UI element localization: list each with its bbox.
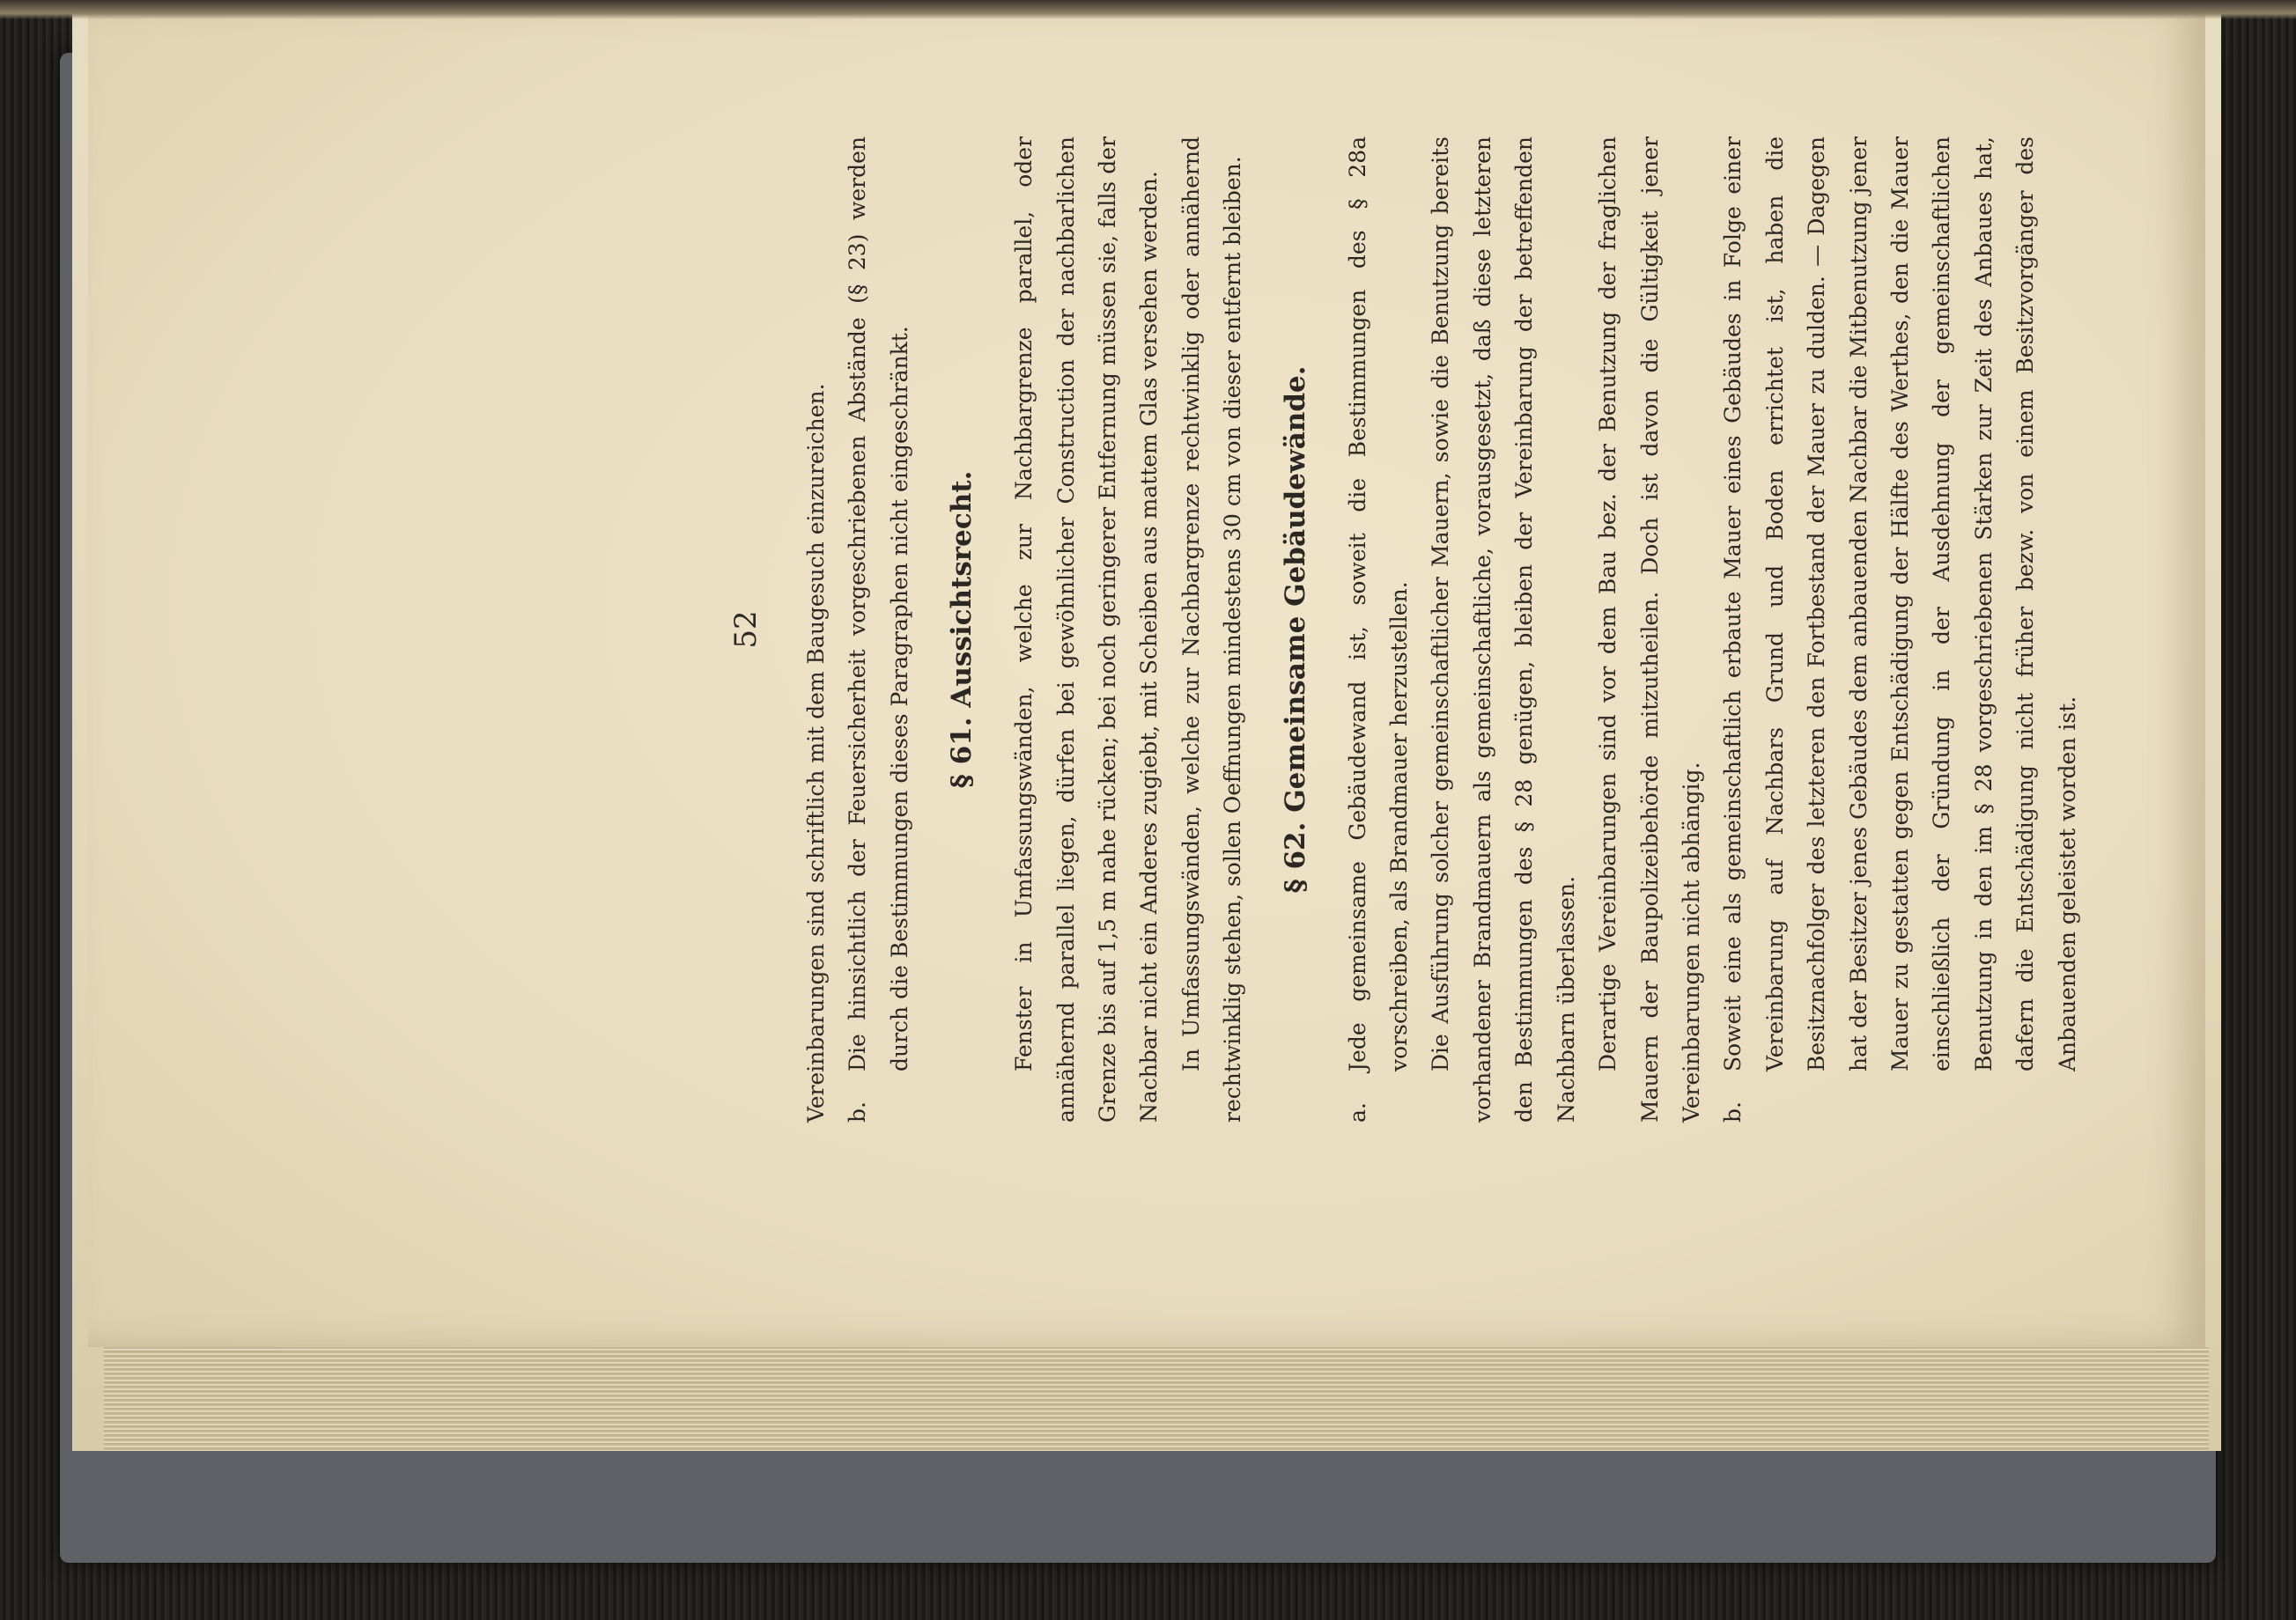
book-gutter [0,0,2296,19]
paragraph: Fenster in Umfassungswänden, welche zur Nachbargrenze parallel, oder annähernd parallel liegen, dürfen bei gewöhnlicher Construction der nachbarlichen Grenze bis auf 1,5 m nahe rücken; bei noch geringerer Entfernung müssen sie, falls der Nachbar nicht ein Anderes zugiebt, mit Scheiben aus mattem Glas versehen werden. [1011,136,1163,1123]
page-number: 52 [728,610,764,649]
list-item-text: Soweit eine als gemeinschaftlich erbaute Mauer eines Gebäudes in Folge einer Vereinbarung auf Nachbars Grund und Boden errichtet ist, haben die Besitznachfolger des letzteren den Fortbestand der Mauer zu dulden. — Dagegen hat der Besitzer jenes Gebäudes dem anbauenden Nachbar die Mitbenutzung jener Mauer zu gestatten gegen Entschädigung der Hälfte des Werthes, den die Mauer einschließlich der Gründung in der Ausdehnung der gemeinschaftlichen Benutzung in den im § 28 vorgeschriebenen Stärken zur Zeit des Anbaues hat, dafern die Entschädigung nicht früher bezw. von einem Besitzvorgänger des Anbauenden geleistet worden ist. [1720,136,2080,1071]
section-heading: § 62. Gemeinsame Gebäudewände. [1279,365,1311,894]
list-item-text: Jede gemeinsame Gebäudewand ist, soweit die Bestimmungen des § 28a vorschreiben, als Brandmauer herzustellen. [1344,136,1413,1071]
list-item-marker: b. [845,1101,871,1123]
paragraph: Derartige Vereinbarungen sind vor dem Bau bez. der Benutzung der fraglichen Mauern der Baupolizeibehörde mitzutheilen. Doch ist davon die Gültigkeit jener Vereinbarungen nicht abhängig. [1595,136,1704,1123]
section-heading: § 61. Aussichtsrecht. [946,470,978,789]
page-blocks [795,136,2088,1123]
list-item-marker: a. [1344,1102,1370,1123]
list-item-text: Die hinsichtlich der Feuersicherheit vorgeschriebenen Abstände (§ 23) werden durch die Bestimmungen dieses Paragraphen nicht eingeschränkt. [845,136,912,1071]
list-item-marker: b. [1720,1101,1746,1123]
page-text-area [721,136,2080,1123]
page-edges [104,1347,2209,1451]
paragraph: Die Ausführung solcher gemeinschaftlicher Mauern, sowie die Benutzung bereits vorhandener Brandmauern als gemeinschaftliche, vorausgesetzt, daß diese letzteren den Bestimmungen des § 28 genügen, bleiben der Vereinbarung der betreffenden Nachbarn überlassen. [1428,136,1579,1123]
paragraph: Vereinbarungen sind schriftlich mit dem Baugesuch einzureichen. [803,383,829,1123]
list-item [1712,136,2088,1123]
paragraph: In Umfassungswänden, welche zur Nachbargrenze rechtwinklig oder annähernd rechtwinklig stehen, sollen Oeffnungen mindestens 30 cm von dieser entfernt bleiben. [1178,136,1246,1123]
list-item [837,136,920,1123]
list-item [1337,136,1421,1123]
